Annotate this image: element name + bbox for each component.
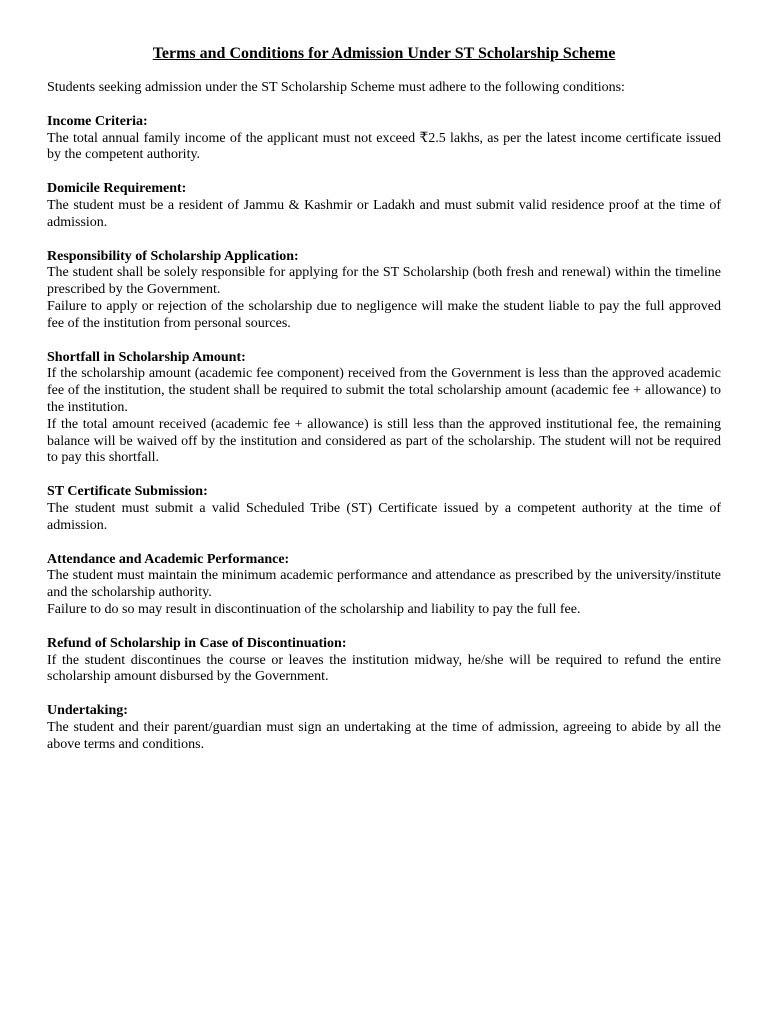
section-undertaking xyxy=(47,703,721,753)
section-paragraph: If the student discontinues the course or leaves the institution midway, he/she will be required to refund the entire scholarship amount disbursed by the Government. xyxy=(47,652,721,685)
section-paragraph: The student shall be solely responsible for applying for the ST Scholarship (both fresh and renewal) within the timeline prescribed by the Government. xyxy=(47,265,721,298)
section-paragraph: If the total amount received (academic fee + allowance) is still less than the approved institutional fee, the remaining balance will be waived off by the institution and considered as part of the scholarship. The student will not be required to pay this shortfall. xyxy=(47,416,721,466)
section-income-criteria xyxy=(47,114,721,164)
section-heading: Refund of Scholarship in Case of Discontinuation: xyxy=(47,635,347,651)
section-st-certificate xyxy=(47,484,721,534)
section-paragraph: Failure to apply or rejection of the scholarship due to negligence will make the student liable to pay the full approved fee of the institution from personal sources. xyxy=(47,298,721,331)
section-heading: Shortfall in Scholarship Amount: xyxy=(47,349,246,365)
section-heading: Attendance and Academic Performance: xyxy=(47,551,290,567)
section-heading: Responsibility of Scholarship Application: xyxy=(47,248,299,264)
document-title: Terms and Conditions for Admission Under ST Scholarship Scheme xyxy=(152,45,616,62)
section-heading: Undertaking: xyxy=(47,703,128,719)
section-paragraph: The total annual family income of the applicant must not exceed ₹2.5 lakhs, as per the latest income certificate issued by the competent authority. xyxy=(47,130,721,163)
section-paragraph: If the scholarship amount (academic fee component) received from the Government is less than the approved academic fee of the institution, the student shall be required to submit the total scholarship amount (academic fee + allowance) to the institution. xyxy=(47,366,721,415)
section-heading: Income Criteria: xyxy=(47,113,148,129)
section-paragraph: The student must maintain the minimum academic performance and attendance as prescribed by the university/institute and the scholarship authority. xyxy=(47,568,721,601)
section-heading: Domicile Requirement: xyxy=(47,181,187,197)
document-page xyxy=(47,44,721,771)
intro-paragraph: Students seeking admission under the ST Scholarship Scheme must adhere to the following conditions: xyxy=(47,80,625,95)
section-paragraph: The student and their parent/guardian must sign an undertaking at the time of admission, agreeing to abide by all the above terms and conditions. xyxy=(47,719,721,752)
section-domicile-requirement xyxy=(47,181,721,231)
section-heading: ST Certificate Submission: xyxy=(47,484,208,500)
section-attendance-performance xyxy=(47,552,721,619)
section-scholarship-application xyxy=(47,249,721,333)
section-refund xyxy=(47,636,721,686)
section-paragraph: The student must submit a valid Scheduled Tribe (ST) Certificate issued by a competent authority at the time of admission. xyxy=(47,500,721,533)
section-paragraph: Failure to do so may result in discontinuation of the scholarship and liability to pay the full fee. xyxy=(47,601,581,617)
section-scholarship-shortfall xyxy=(47,350,721,468)
section-paragraph: The student must be a resident of Jammu & Kashmir or Ladakh and must submit valid residence proof at the time of admission. xyxy=(47,197,721,230)
